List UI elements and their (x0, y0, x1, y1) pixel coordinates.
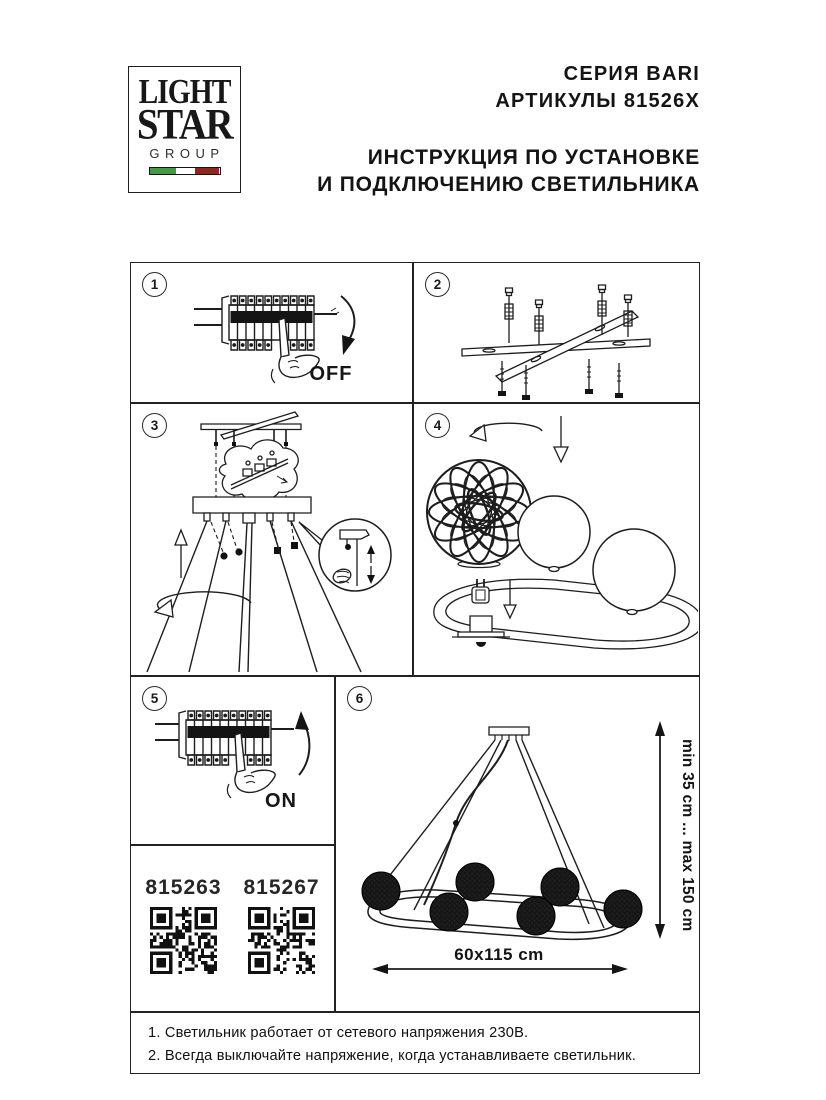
step-5-panel (130, 676, 335, 845)
instruction-title-line2: И ПОДКЛЮЧЕНИЮ СВЕТИЛЬНИКА (317, 173, 700, 196)
document-titles (220, 62, 700, 198)
glass-sphere (593, 529, 675, 611)
rotate-up-arrow (295, 711, 309, 775)
qr-codes-panel (130, 845, 335, 1012)
qr-right-label: 815267 (243, 876, 320, 899)
qr-column-right (244, 876, 320, 979)
logo-word-group: GROUP (149, 146, 225, 161)
logo-word-light: LIGHT (138, 71, 231, 112)
drop-arrow (554, 416, 568, 462)
ceiling-canopy (489, 727, 529, 741)
cable-lock-detail (299, 519, 391, 591)
step-2-badge: 2 (425, 272, 450, 297)
step-6-badge: 6 (347, 686, 372, 711)
insert-arrow (504, 580, 516, 618)
flag-red-segment (195, 168, 220, 174)
glass-sphere (518, 496, 590, 568)
width-dimension (372, 945, 628, 974)
logo-word-star: STAR (136, 99, 233, 149)
step-1-badge: 1 (142, 272, 167, 297)
step-4-panel (413, 403, 700, 676)
canopy-mounting-illustration (131, 404, 411, 674)
qr-left-label: 815263 (145, 876, 222, 899)
qr-code-left (150, 907, 217, 974)
breaker-off-illustration (131, 263, 411, 401)
woven-ball (427, 460, 531, 568)
wiring-detail-cloud (219, 440, 298, 501)
italian-flag-bar (149, 167, 221, 175)
on-label: ON (265, 790, 297, 812)
width-label: 60x115 cm (454, 945, 544, 964)
qr-column-left (145, 876, 221, 979)
height-dimension (655, 721, 696, 939)
lamp-socket (452, 616, 510, 647)
chandelier-dimensions-illustration (336, 677, 697, 1009)
qr-code-right (248, 907, 315, 974)
height-range-label: min 35 cm ... max 150 cm (679, 739, 696, 932)
step-3-badge: 3 (142, 413, 167, 438)
step-6-panel (335, 676, 700, 1012)
off-label: OFF (309, 363, 353, 385)
breaker-toggle-band (188, 726, 270, 738)
rotate-arrow (470, 423, 542, 441)
instruction-title-line1: ИНСТРУКЦИЯ ПО УСТАНОВКЕ (367, 146, 700, 169)
flag-white-segment (176, 168, 195, 174)
articles-title: АРТИКУЛЫ 81526X (495, 90, 700, 112)
bracket-screws-illustration (414, 263, 698, 401)
rotate-down-arrow (341, 296, 355, 355)
step-4-badge: 4 (425, 413, 450, 438)
flag-green-segment (150, 168, 177, 174)
breaker-toggle-band (231, 311, 313, 323)
top-screws (505, 285, 632, 345)
note-line-2: 2. Всегда выключайте напряжение, когда устанавливаете светильник. (148, 1047, 636, 1064)
shade-and-bulb-illustration (414, 404, 698, 674)
step-3-panel (130, 403, 413, 676)
step-1-panel (130, 262, 413, 403)
note-line-1: 1. Светильник работает от сетевого напряжения 230В. (148, 1025, 529, 1041)
lift-arrow (175, 530, 187, 578)
safety-notes (130, 1012, 700, 1074)
step-5-badge: 5 (142, 686, 167, 711)
step-2-panel (413, 262, 700, 403)
series-title: СЕРИЯ BARI (563, 63, 700, 85)
bottom-screws (498, 359, 623, 400)
